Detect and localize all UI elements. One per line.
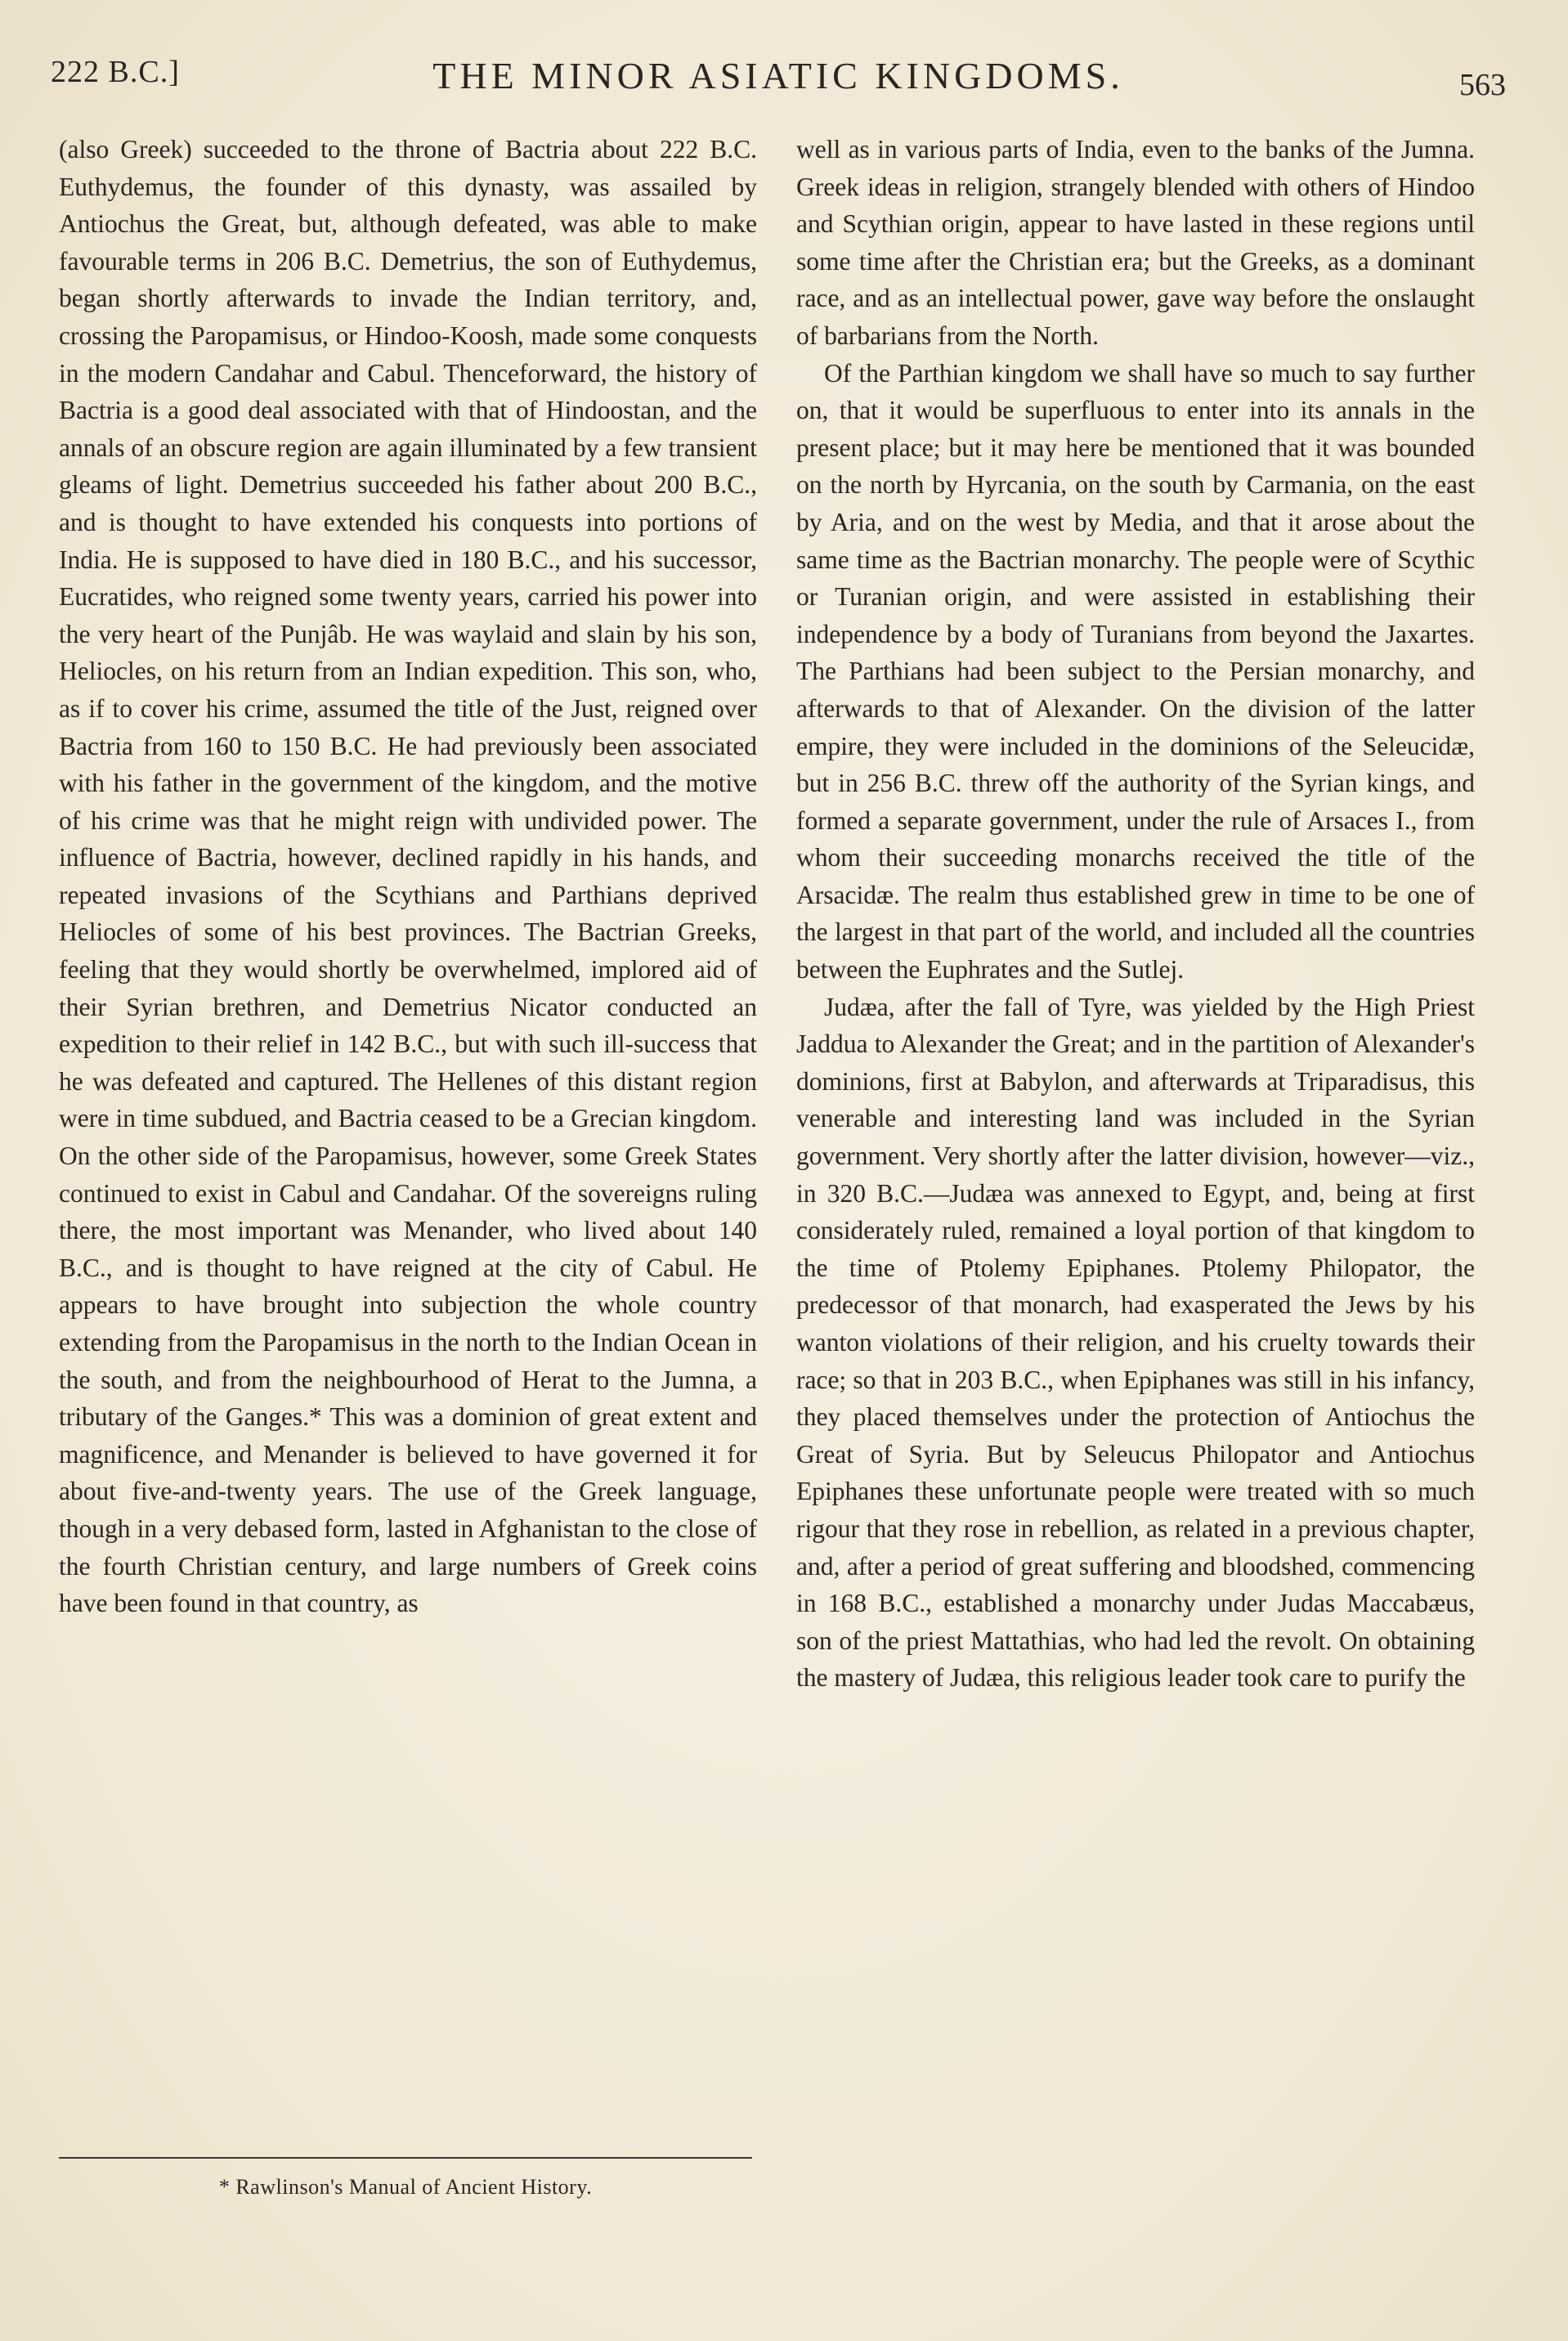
running-title: THE MINOR ASIATIC KINGDOMS. bbox=[432, 55, 1124, 96]
footnote: * Rawlinson's Manual of Ancient History. bbox=[218, 2175, 593, 2199]
left-column bbox=[59, 131, 757, 1622]
right-paragraph-1: well as in various parts of India, even to the banks of the Jumna. Greek ideas in religion, strangely blended with others of Hindoo and Scythian origin, appear to have lasted in these regions until some time after the Christian era; but the Greeks, as a dominant race, and as an intellectual power, gave way before the onslaught of barbarians from the North. bbox=[796, 135, 1475, 350]
footnote-rule bbox=[59, 2157, 752, 2159]
right-paragraph-3: Judæa, after the fall of Tyre, was yielded by the High Priest Jaddua to Alexander the Great; and in the partition of Alexander's dominions, first at Babylon, and afterwards at Triparadisus, this venerable and interesting land was included in the Syrian government. Very shortly after the latter division, however—viz., in 320 B.C.—Judæa was annexed to Egypt, and, being at first considerately ruled, remained a loyal portion of that kingdom to the time of Ptolemy Epiphanes. Ptolemy Philopator, the predecessor of that monarch, had exasperated the Jews by his wanton violations of their religion, and his cruelty towards their race; so that in 203 B.C., when Epiphanes was still in his infancy, they placed themselves under the protection of Antiochus the Great of Syria. But by Seleucus Philopator and Antiochus Epiphanes these unfortunate people were treated with so much rigour that they rose in rebellion, as related in a previous chapter, and, after a period of great suffering and bloodshed, commencing in 168 B.C., established a monarchy under Judas Maccabæus, son of the priest Mattathias, who had led the revolt. On obtaining the mastery of Judæa, this religious leader took care to purify the bbox=[796, 992, 1475, 1693]
page-date-reference: 222 B.C.] bbox=[51, 55, 180, 89]
page-number: 563 bbox=[1459, 68, 1506, 102]
page-header bbox=[51, 51, 1506, 108]
left-paragraph-1: (also Greek) succeeded to the throne of Bactria about 222 B.C. Euthydemus, the founder of this dynasty, was assailed by Antiochus the Great, but, although defeated, was able to make favourable terms in 206 B.C. Demetrius, the son of Euthydemus, began shortly afterwards to invade the Indian territory, and, crossing the Paropamisus, or Hindoo-Koosh, made some conquests in the modern Candahar and Cabul. Thenceforward, the history of Bactria is a good deal associated with that of Hindoostan, and the annals of an obscure region are again illuminated by a few transient gleams of light. Demetrius succeeded his father about 200 B.C., and is thought to have extended his conquests into portions of India. He is supposed to have died in 180 B.C., and his successor, Eucratides, who reigned some twenty years, carried his power into the very heart of the Punjâb. He was waylaid and slain by his son, Heliocles, on his return from an Indian expedition. This son, who, as if to cover his crime, assumed the title of the Just, reigned over Bactria from 160 to 150 B.C. He had previously been associated with his father in the government of the kingdom, and the motive of his crime was that he might reign with undivided power. The influence of Bactria, however, declined rapidly in his hands, and repeated invasions of the Scythians and Parthians deprived Heliocles of some of his best provinces. The Bactrian Greeks, feeling that they would shortly be overwhelmed, implored aid of their Syrian brethren, and Demetrius Nicator conducted an expedition to their relief in 142 B.C., but with such ill-success that he was defeated and captured. The Hellenes of this distant region were in time subdued, and Bactria ceased to be a Grecian kingdom. On the other side of the Paropamisus, however, some Greek States continued to exist in Cabul and Candahar. Of the sovereigns ruling there, the most important was Menander, who lived about 140 B.C., and is thought to have reigned at the city of Cabul. He appears to have brought into subjection the whole country extending from the Paropamisus in the north to the Indian Ocean in the south, and from the neighbourhood of Herat to the Jumna, a tributary of the Ganges.* This was a dominion of great extent and magnificence, and Menander is believed to have governed it for about five-and-twenty years. The use of the Greek language, though in a very debased form, lasted in Afghanistan to the close of the fourth Christian century, and large numbers of Greek coins have been found in that country, as bbox=[59, 135, 757, 1618]
right-column bbox=[796, 131, 1475, 1697]
right-paragraph-2: Of the Parthian kingdom we shall have so much to say further on, that it would be superfluous to enter into its annals in the present place; but it may here be mentioned that it was bounded on the north by Hyrcania, on the south by Carmania, on the east by Aria, and on the west by Media, and that it arose about the same time as the Bactrian monarchy. The people were of Scythic or Turanian origin, and were assisted in establishing their independence by a body of Turanians from beyond the Jaxartes. The Parthians had been subject to the Persian monarchy, and afterwards to that of Alexander. On the division of the latter empire, they were included in the dominions of the Seleucidæ, but in 256 B.C. threw off the authority of the Syrian kings, and formed a separate government, under the rule of Arsaces I., from whom their succeeding monarchs received the title of the Arsacidæ. The realm thus established grew in time to be one of the largest in that part of the world, and included all the countries between the Euphrates and the Sutlej. bbox=[796, 358, 1475, 984]
